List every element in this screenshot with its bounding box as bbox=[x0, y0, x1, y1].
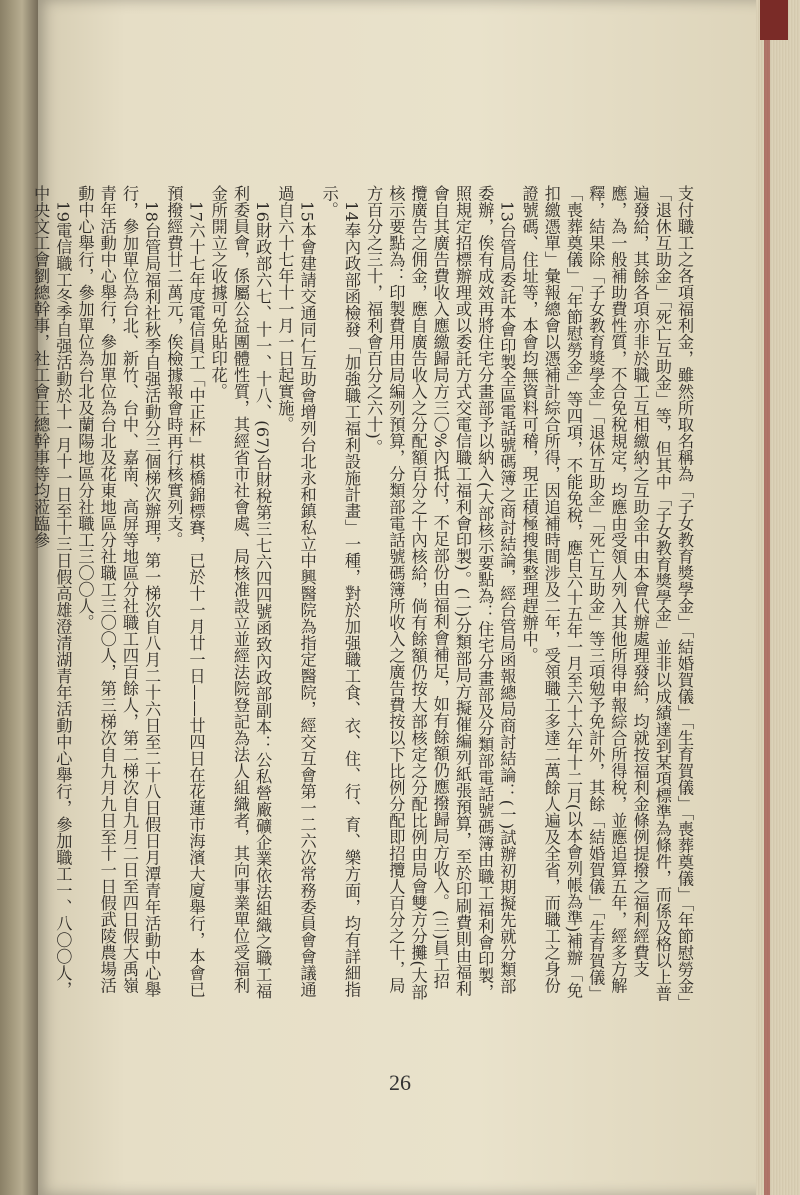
paragraph-16: 16財政部六七、十一、十八、(67)台財稅第三七六四四號函致內政部副本：公私營廠礦企業依法組織之職工福利委員會，係屬公益團體性質，其經省市社會處、局核准設立並經法院登記為法人組織者，其向事業單位受福利金所開立之收據可免貼印花。 bbox=[208, 185, 273, 1000]
paragraph-13: 13台管局委託本會印製全區電話號碼簿之商討結論，經台管局函報總局商討結論：(一)試辦初期擬先就分類部委辦，俟有成效再將住宅分畫部予以納入(大部核示要點為：住宅分畫部及分類部電話號碼簿由職工福利會印製，照規定招標辦理或以委託方式交電信職工福利會印製)。(二)分類部局方擬催編列紙張預算，至於印刷費則由福利會自其廣告費收入應繳歸局方三〇%內抵付，不足部份由福利會補足，如有餘額仍應撥歸局方收入。(三)員工招攬廣告之佣金，應自廣告收入之分配額百分之十內核給，倘有餘額仍按大部核定之分配比例由局會雙方分攤(大部核示要點為：印製費用由局編列預算，分類部電話號碼簿所收入之廣告費按以下比例分配即招攬人百分之十，局方百分之三十，福利會百分之六十)。 bbox=[364, 185, 517, 1001]
paragraph-18: 18台管局福利社秋季自强活動分三個梯次辦理，第一梯次自八月二十六日至二十八日假日月潭青年活動中心舉行，參加單位為台北、新竹、台中、嘉南、高屏等地區分社職工四百餘人，第二梯次自九月二日至四日假大禹嶺青年活動中心舉行，參加單位為台北及花東地區分社職工三〇〇人，第三梯次自九月九日至十一日假武陵農場活動中心舉行，參加單位為台北及蘭陽地區分社職工三〇〇人。 bbox=[75, 185, 162, 998]
paragraph-15: 15本會建請交通同仁互助會增列台北永和鎮私立中興醫院為指定醫院，經交互會第一二六次常務委員會會議通過自六十七年十一月一日起實施。 bbox=[275, 185, 317, 998]
document-body bbox=[31, 185, 695, 1005]
paragraph-19: 19電信職工冬季自强活動於十一月十一日至十三日假高雄澄清湖青年活動中心舉行，參加職工一、八〇〇人，中央文工會劉總幹事，社工會王總幹事等均蒞臨參 bbox=[31, 185, 73, 998]
page-edges bbox=[756, 0, 800, 1195]
paragraph-12: 支付職工之各項福利金，雖然所取名稱為「子女教育獎學金」「結婚賀儀」「生育賀儀」「喪葬奠儀」「年節慰勞金」「退休互助金」「死亡互助金」等，但其中「子女教育獎學金」並非以成績達到某項標準為條件，而係及格以上普遍發給，其餘各項亦非於職工互相繳納之互助金中由本會代辦處理發給，均就按福利金條例提撥之福利經費支應，為一般補助費性質，不合免稅規定，均應由受領人列入其他所得申報綜合所得稅，並應追算五年，經多方解釋，結果除「子女教育獎學金」「退休互助金」「死亡互助金」等三項勉予免計外，其餘「結婚賀儀」「生育賀儀」「喪葬奠儀」「年節慰勞金」等四項，不能免稅，應自六十五年一月至六十六年十二月(以本會列帳為準)補辦「免扣繳憑單」彙報總會以憑補計綜合所得，因追補時間涉及二年，受領職工多達二萬餘人遍及全省，而職工之身份證號碼、住址等，本會均無資料可稽，現正積極搜集整理趕辦中。 bbox=[519, 185, 694, 1003]
ribbon-marker bbox=[760, 0, 788, 40]
paragraph-17: 17六十七年度電信員工「中正杯」棋橋錦標賽，已於十一月廿一日——廿四日在花蓮市海濱大廈舉行，本會已預撥經費廿二萬元，俟檢據報會時再行核實列支。 bbox=[164, 185, 206, 998]
page-number: 26 bbox=[389, 1070, 411, 1095]
paragraph-14: 14奉內政部函檢發「加強職工福利設施計畫」一種，對於加强職工食、衣、住、行、育、樂方面，均有詳細指示。 bbox=[319, 185, 361, 998]
